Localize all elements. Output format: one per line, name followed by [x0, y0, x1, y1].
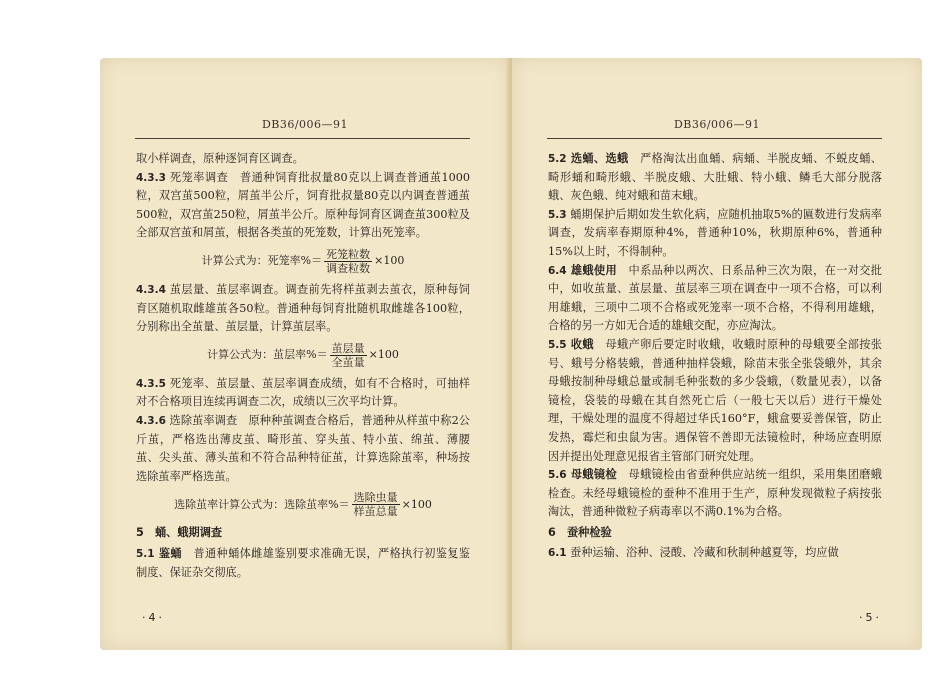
formula-prefix: 计算公式为：茧层率%＝ — [207, 347, 328, 361]
paragraph-continuation: 取小样调查，原种逐饲育区调查。 — [136, 152, 304, 165]
clause-number: 5.5 — [548, 338, 567, 351]
paragraph-text: 母蛾镜检由省蚕种供应站统一组织，采用集团磨蛾检查。未经母蛾镜检的蚕种不准用于生产，原种发现微粒子病按张淘汰，普通种微粒子病毒率以不满0.1%为合格。 — [548, 468, 882, 519]
formula-denominator: 全茧量 — [331, 355, 365, 369]
clause-lead: 鉴蛹 — [154, 546, 182, 560]
paragraph-4-3-6 — [136, 412, 470, 486]
paragraph-5-5 — [548, 336, 882, 466]
clause-number: 4.3.3 — [136, 171, 166, 184]
section-heading-5: 5 蛹、蛾期调查 — [136, 526, 223, 540]
clause-lead: 选蛹、选蛾 — [566, 152, 629, 165]
paragraph-4-3-5 — [136, 375, 470, 412]
paragraph-text: 蛹期保护后期如发生软化病，应随机抽取5%的匾数进行发病率调查，发病率春期原种4%，普通种10%，秋期原种6%，普通种15%以上时，不得制种。 — [548, 207, 882, 258]
formula-fraction — [324, 248, 372, 275]
formula-numerator: 死笼粒数 — [326, 247, 371, 261]
paragraph-text: 蚕种运输、浴种、浸酸、冷藏和秋制种越夏等，均应做 — [566, 546, 839, 560]
paragraph-5-1 — [136, 545, 470, 582]
paragraph-text: 普通种蛹体雌雄鉴别要求准确无误，严格执行初鉴复鉴制度、保证杂交彻底。 — [136, 546, 470, 579]
clause-number: 5.6 — [548, 469, 567, 482]
clause-lead: 母蛾镜检 — [566, 468, 617, 482]
paragraph-text: 严格淘汰出血蛹、病蛹、半脱皮蛹、不蜕皮蛹、畸形蛹和畸形蛾、半脱皮蛾、大肚蛾、特小蛾、鳞毛大部分脱落蛾、灰色蛾、纯对蛾和苗末蛾。 — [548, 152, 882, 203]
header-rule — [547, 138, 882, 139]
formula-numerator: 选除虫量 — [353, 491, 398, 505]
running-header: DB36/006—91 — [261, 118, 349, 131]
right-page — [512, 58, 922, 650]
clause-number: 5.3 — [548, 208, 567, 221]
paragraph-text: 选除茧率调查 原种种茧调查合格后，普通种从样茧中称2公斤茧，严格选出薄皮茧、畸形茧、穿头茧、特小茧、绵茧、薄腰茧、尖头茧、薄头茧和不符合品种特征茧，计算选除茧率，种场按选除茧率严格选茧。 — [136, 413, 470, 483]
formula-fraction — [330, 342, 367, 369]
formula-suffix: ×100 — [368, 347, 399, 361]
paragraph-text: 茧层量、茧层率调查。调查前先将样茧剥去茧衣，原种每饲育区随机取雌雄茧各50粒。普通种每饲育批随机取雌雄各100粒，分别称出全茧量、茧层量，计算茧层率。 — [136, 282, 470, 334]
page-number: ·5· — [859, 611, 882, 624]
clause-number: 6.1 — [548, 547, 567, 560]
clause-number: 4.3.6 — [136, 414, 166, 427]
paragraph-text: 母蛾产卵后要定时收蛾，收蛾时原种的母蛾要全部按张号、蛾号分格装蛾，普通种抽样袋蛾，除苗末张全张袋蛾外，其余母蛾按制种母蛾总量或制毛种张数的多少袋蛾，（数量见表），以备镜检，袋装的母蛾在其自然死亡后（一般七天以后）进行干燥处理，干燥处理的温度不得超过华氏160°F，蛾盒要妥善保管，防止发热，霉烂和虫鼠为害。遇保管不善即无法镜检时，种场应查明原因并提出处理意见报省主管部门研究处理。 — [548, 337, 882, 463]
clause-number: 4.3.5 — [136, 377, 166, 390]
paragraph-4-3-4 — [136, 281, 470, 337]
formula-shell-rate — [136, 342, 470, 369]
paragraph-text: 死笼率、茧层量、茧层率调查成绩，如有不合格时，可抽样对不合格项目连续再调查二次，成绩以三次平均计算。 — [136, 376, 470, 409]
clause-lead: 雄蛾使用 — [566, 263, 617, 277]
clause-number: 5.1 — [136, 547, 155, 560]
paragraph-5-3 — [548, 206, 882, 262]
clause-number: 4.3.4 — [136, 283, 166, 296]
running-header: DB36/006—91 — [673, 118, 761, 131]
paragraph-6-4 — [548, 262, 882, 336]
right-page-body — [548, 150, 882, 563]
formula-fraction — [352, 491, 400, 518]
formula-prefix: 计算公式为：死笼率%＝ — [201, 254, 323, 268]
formula-mortality-rate — [136, 248, 470, 275]
paragraph-6-1 — [548, 544, 882, 563]
header-rule — [135, 138, 470, 139]
paragraph-4-3-3 — [136, 169, 470, 243]
formula-denominator: 调查粒数 — [326, 261, 371, 275]
left-page — [100, 58, 510, 650]
paragraph-5-2 — [548, 150, 882, 206]
paragraph-text: 死笼率调查 普通种饲育批叔量80克以上调查普通茧1000粒，双宫茧500粒，屑茧半公斤，饲育批叔量80克以内调查普通茧500粒，双宫茧250粒，屑茧半公斤。原种每饲育区调查茧300粒及全部双宫茧和屑茧，根据各类茧的死笼数，计算出死笼率。 — [136, 170, 470, 240]
formula-denominator: 样茧总量 — [353, 505, 398, 519]
page-number: ·4· — [142, 611, 165, 624]
formula-suffix: ×100 — [374, 254, 405, 268]
formula-numerator: 茧层量 — [331, 341, 365, 355]
paragraph-text: 中系品种以两次、日系品种三次为限，在一对交批中，如收茧量、茧层量、茧层率三项在调查中一项不合格，可以利用雄蛾，三项中二项不合格或死笼率一项不合格，不得利用雄蛾，合格的另一方如无合适的雄蛾交配，亦应淘汰。 — [548, 263, 882, 333]
paragraph-5-6 — [548, 466, 882, 522]
section-heading-6: 6 蚕种检验 — [548, 525, 612, 539]
clause-lead: 收蛾 — [566, 337, 594, 351]
formula-removal-rate — [136, 491, 470, 518]
left-page-body — [136, 150, 470, 582]
formula-suffix: ×100 — [401, 497, 432, 511]
clause-number: 6.4 — [548, 264, 567, 277]
formula-prefix: 选除茧率计算公式为：选除茧率%＝ — [174, 497, 350, 511]
clause-number: 5.2 — [548, 153, 567, 165]
